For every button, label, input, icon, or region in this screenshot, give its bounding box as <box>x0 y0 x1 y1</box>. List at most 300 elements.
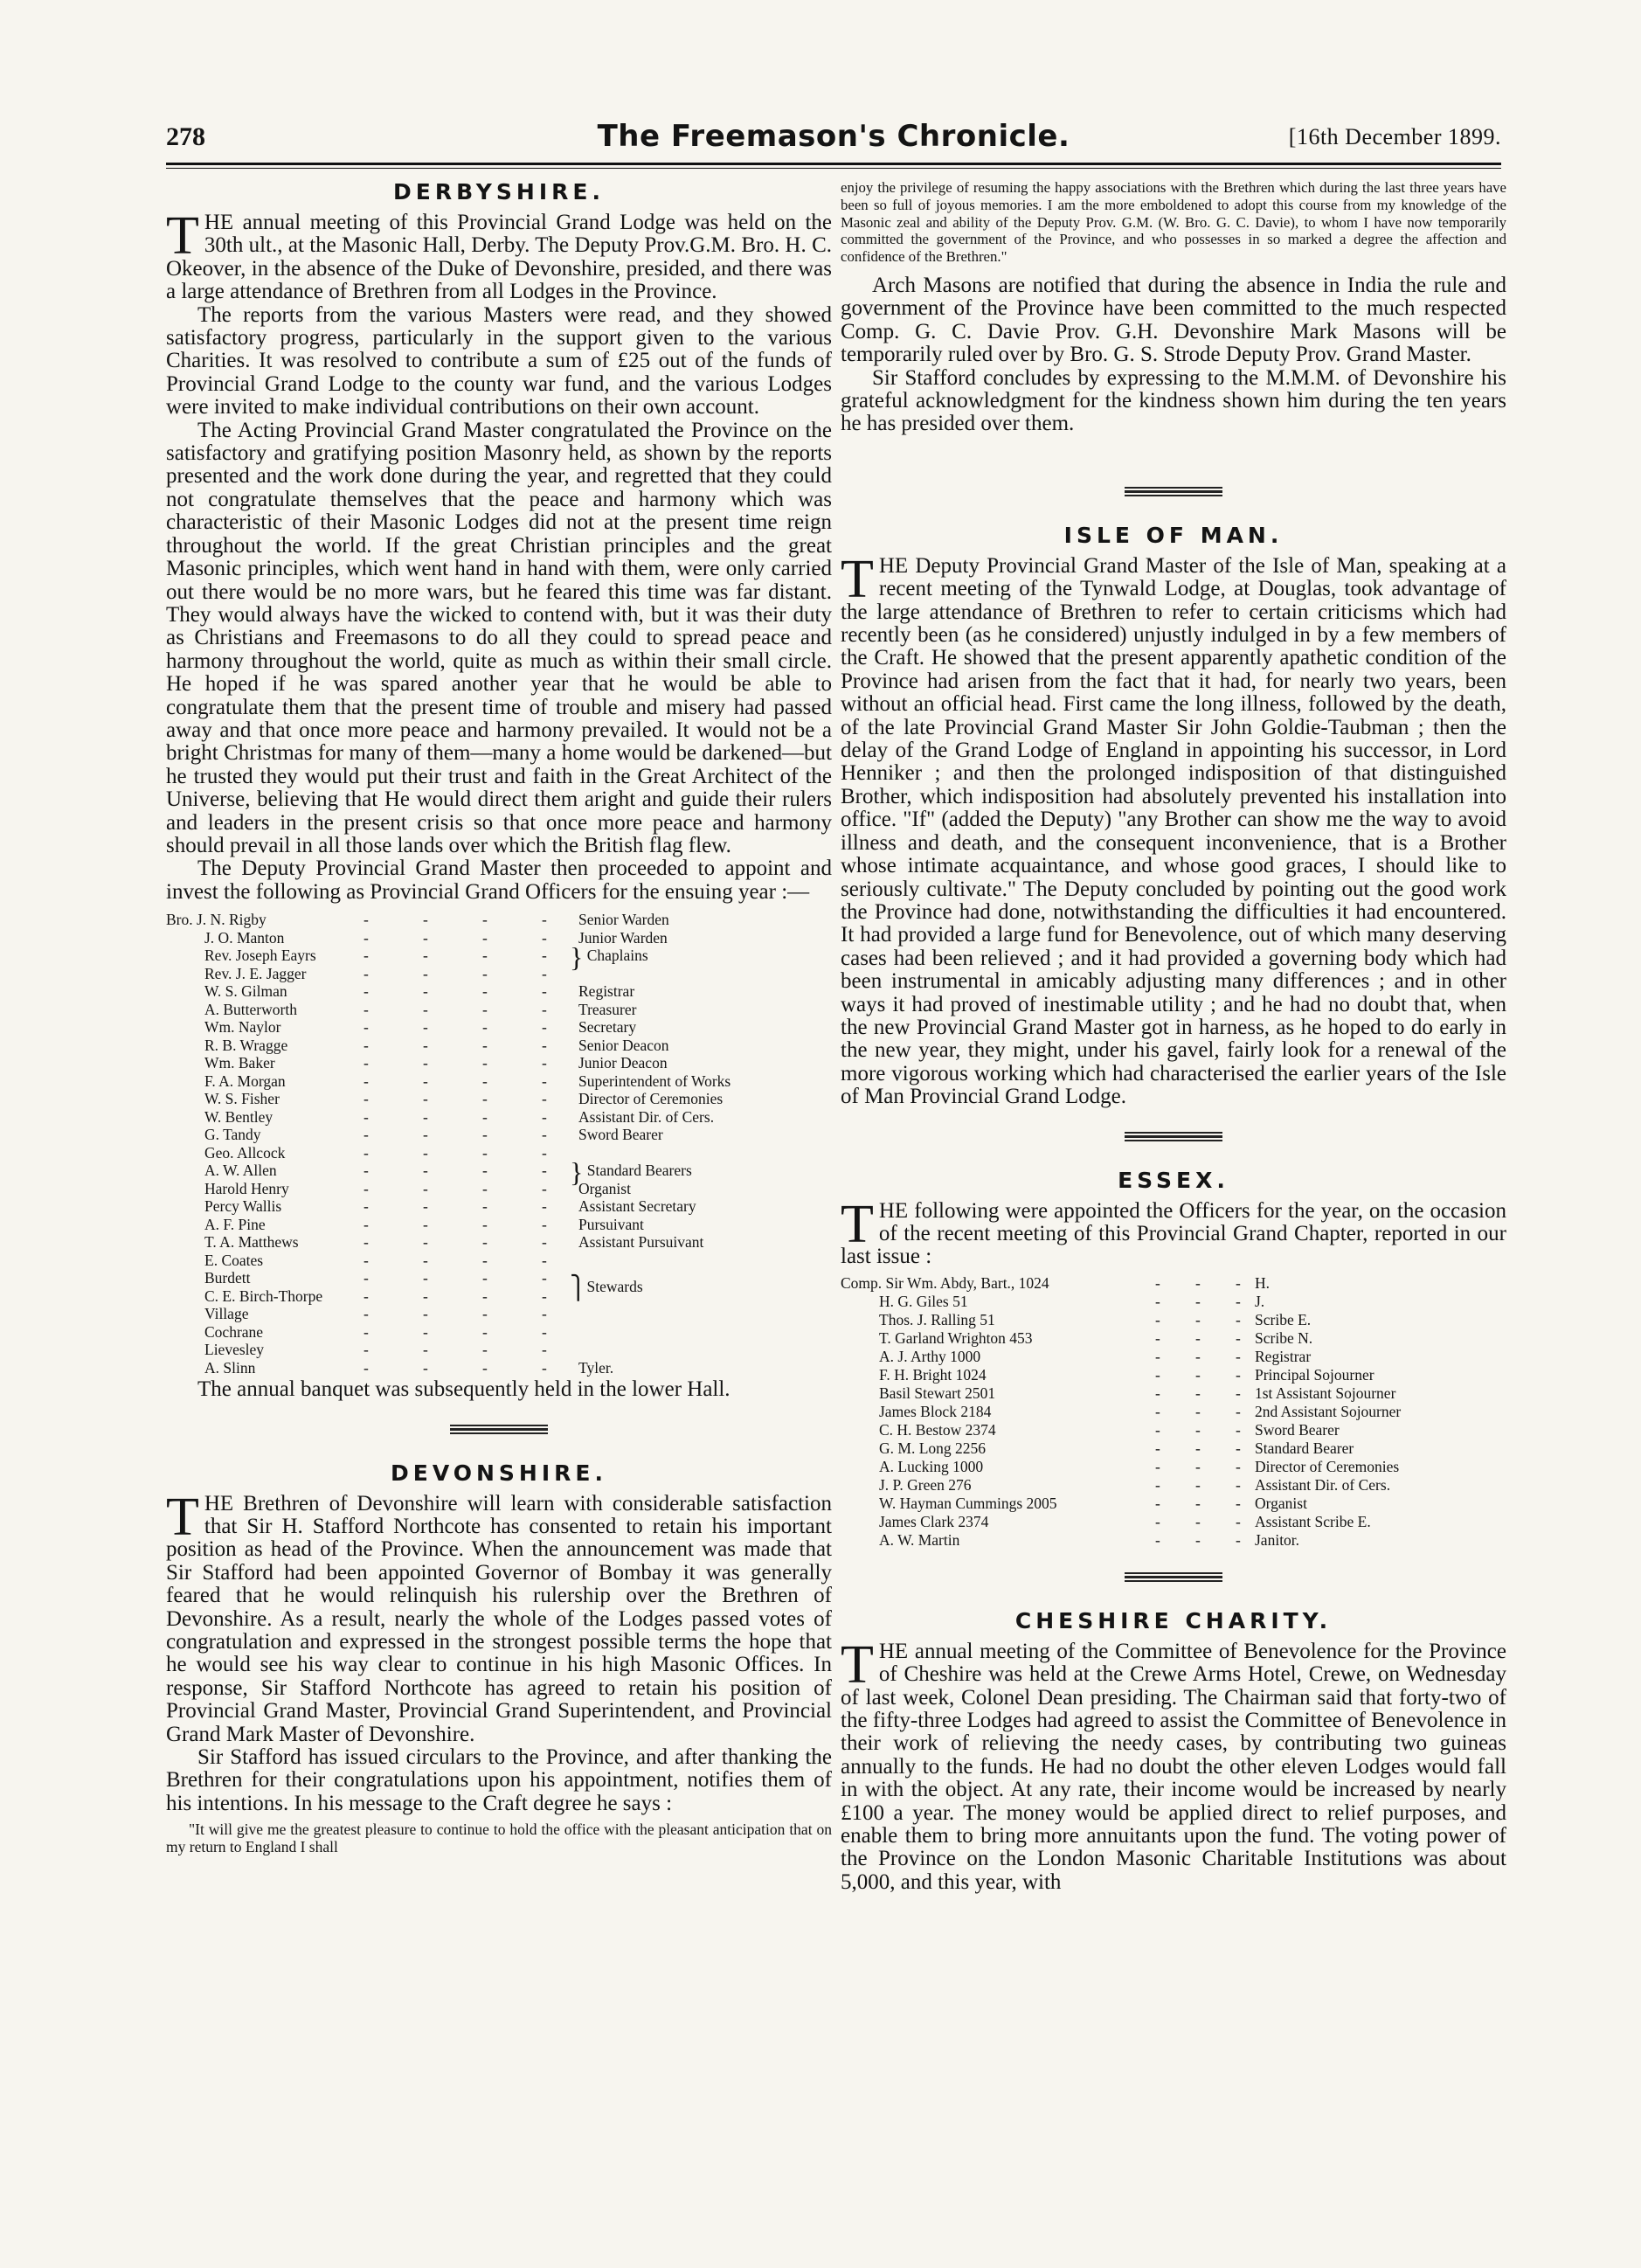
leader-dash: - <box>542 1126 547 1144</box>
officer-name: A. Butterworth <box>204 1000 297 1018</box>
leader-dash: - <box>423 1341 428 1359</box>
officer-row <box>166 1144 832 1162</box>
leader-dash: - <box>482 1251 488 1269</box>
officer-role: Director of Ceremonies <box>578 1090 724 1108</box>
officer-role: Registrar <box>1255 1347 1312 1365</box>
officer-role: Junior Warden <box>578 928 668 947</box>
officer-name: A. Slinn <box>204 1358 256 1377</box>
officer-name: A. Lucking 1000 <box>879 1457 984 1475</box>
officer-role: Tyler. <box>578 1358 614 1377</box>
leader-dash: - <box>1155 1475 1160 1494</box>
leader-dash: - <box>364 1162 369 1180</box>
leader-dash: - <box>423 1143 428 1162</box>
officer-role: 2nd Assistant Sojourner <box>1255 1402 1402 1420</box>
officer-name: A. J. Arthy 1000 <box>879 1347 981 1365</box>
officer-row <box>841 1403 1506 1421</box>
leader-dash: - <box>423 1287 428 1305</box>
officer-row <box>166 982 832 1001</box>
leader-dash: - <box>1195 1292 1201 1310</box>
officer-row <box>166 965 832 983</box>
officer-role: Scribe N. <box>1255 1328 1313 1347</box>
leader-dash: - <box>482 1036 488 1054</box>
leader-dash: - <box>542 928 547 947</box>
leader-dash: - <box>364 928 369 947</box>
leader-dash: - <box>1195 1475 1201 1494</box>
page-header <box>166 119 1501 161</box>
leader-dash: - <box>1236 1512 1241 1530</box>
leader-dash: - <box>1236 1310 1241 1328</box>
leader-dash: - <box>482 1107 488 1126</box>
derbyshire-paragraph-3: The Acting Provincial Grand Master congratulated the Province on the satisfactory and gratifying position Masonry held, as shown by the reports presented and the work done during the year, and regretted that they could not congratulate themselves that the peace and harmony which was characteristic of their Masonic Lodges did not at the present time reign throughout the world. If the great Christian principles and the great Masonic principles, which went hand in hand with them, were only carried out there would be no more wars, but he feared this time was far distant. They would always have the wicked to contend with, but it was their duty as Christians and Freemasons to do all they could to spread peace and harmony throughout the world, quite as much as within their small circle. He hoped if he was spared another year that he would be able to congratulate them that the present time of trouble and misery had passed away and that once more peace and harmony prevailed. It would not be a bright Christmas for many of them—many a home would be darkened—but he trusted they would put their trust and faith in the Great Architect of the Universe, believing that He would direct them aright and guide their rulers and leaders in the present crisis so that once more peace and harmony should prevail in all those lands over which the British flag flew. <box>166 418 832 857</box>
page-number: 278 <box>166 122 205 151</box>
brace-standard-bearers: } Standard Bearers <box>570 1156 692 1189</box>
leader-dash: - <box>423 1036 428 1054</box>
officer-name: Rev. J. E. Jagger <box>204 964 307 982</box>
officer-name: J. O. Manton <box>204 928 285 947</box>
officer-role: Organist <box>578 1179 631 1197</box>
officer-role: Scribe E. <box>1255 1310 1312 1328</box>
officer-role: Principal Sojourner <box>1255 1365 1374 1384</box>
essex-article <box>841 1168 1506 1550</box>
leader-dash: - <box>542 1358 547 1377</box>
officer-name: T. A. Matthews <box>204 1233 299 1252</box>
leader-dash: - <box>1155 1365 1160 1384</box>
officer-name: W. Bentley <box>204 1107 274 1126</box>
leader-dash: - <box>482 1215 488 1233</box>
officer-role: Janitor. <box>1255 1530 1300 1549</box>
leader-dash: - <box>1155 1310 1160 1328</box>
officer-name: Harold Henry <box>204 1179 289 1197</box>
officer-row <box>166 929 832 947</box>
officer-role: Senior Warden <box>578 911 669 929</box>
leader-dash: - <box>364 911 369 929</box>
officer-role: Assistant Pursuivant <box>578 1233 704 1252</box>
officer-role: Sword Bearer <box>578 1126 663 1144</box>
officer-role: Assistant Secretary <box>578 1197 696 1216</box>
drop-cap: T <box>166 1487 199 1547</box>
officer-name: W. Hayman Cummings 2005 <box>879 1494 1057 1512</box>
derbyshire-paragraph-1: THE annual meeting of this Provincial Grand Lodge was held on the 30th ult., at the Masonic Hall, Derby. The Deputy Prov.G.M. Bro. H. C. Okeover, in the absence of the Duke of Devonshire, presided, and there was a large attendance of Brethren from all Lodges in the Province. <box>166 206 832 304</box>
officer-row <box>166 1108 832 1127</box>
leader-dash: - <box>423 1162 428 1180</box>
isle-of-man-paragraph-1: THE Deputy Provincial Grand Master of the Isle of Man, speaking at a recent meeting of the Tynwald Lodge, at Douglas, took advantage of the large attendance of Brethren to refer to certain criticisms which had recently been (as he considered) unjustly indulged in by a few members of the Craft. He showed that the present apparently apathetic condition of the Province had arisen from the fact that it had, for nearly two years, been without an official head. First came the long illness, followed by the death, of the late Provincial Grand Master Sir John Goldie-Taubman ; then the delay of the Grand Lodge of England in appointing his successor, in Lord Henniker ; and then the prolonged indisposition of that distinguished Brother, which indisposition had absolutely prevented his installation into office. "If" (added the Deputy) "any Brother can show me the way to avoid illness and death, and the consequent inconvenience, that is a Brother whose intimate acquaintance, and whose good graces, I should like to seriously cultivate." The Deputy concluded by pointing out the good work the Province had done, notwithstanding the difficulties it had encountered. It had provided a large fund for Benevolence, out of which many deserving cases had been relieved ; and it had provided a governing body which had been instrumental in amicably adjusting many differences ; and in other ways it had proved of inestimable utility ; and he had no doubt that, when the new Provincial Grand Master got in harness, as he hoped to do early in the new year, they might, under his gavel, fairly look for a renewal of the more vigorous working which had characterised the earlier years of the Isle of Man Provincial Grand Lodge. <box>841 549 1506 1109</box>
officer-name: F. A. Morgan <box>204 1072 286 1090</box>
derbyshire-heading: DERBYSHIRE. <box>393 179 605 205</box>
officer-row <box>841 1274 1506 1293</box>
officer-role: Superintendent of Works <box>578 1072 731 1090</box>
leader-dash: - <box>364 947 369 965</box>
officer-name: C. H. Bestow 2374 <box>879 1420 996 1439</box>
leader-dash: - <box>482 1143 488 1162</box>
leader-dash: - <box>1155 1292 1160 1310</box>
leader-dash: - <box>482 1322 488 1341</box>
officer-name: Percy Wallis <box>204 1197 282 1216</box>
leader-dash: - <box>1195 1494 1201 1512</box>
leader-dash: - <box>1155 1402 1160 1420</box>
leader-dash: - <box>542 1251 547 1269</box>
drop-cap: T <box>841 1634 874 1695</box>
officer-row <box>166 1001 832 1019</box>
section-separator <box>1125 487 1222 496</box>
leader-dash: - <box>423 1322 428 1341</box>
officer-name: Rev. Joseph Eayrs <box>204 947 316 965</box>
isle-of-man-article <box>841 523 1506 1109</box>
officer-row <box>841 1513 1506 1531</box>
officer-name: T. Garland Wrighton 453 <box>879 1328 1033 1347</box>
leader-dash: - <box>1155 1457 1160 1475</box>
leader-dash: - <box>1155 1328 1160 1347</box>
leader-dash: - <box>482 911 488 929</box>
officer-name: Cochrane <box>204 1322 264 1341</box>
leader-dash: - <box>1236 1494 1241 1512</box>
brace-chaplains: } Chaplains <box>570 941 648 974</box>
officer-role: Standard Bearer <box>1255 1439 1354 1457</box>
officer-role: Organist <box>1255 1494 1307 1512</box>
leader-dash: - <box>1155 1273 1160 1292</box>
leader-dash: - <box>423 1269 428 1287</box>
officer-row <box>166 1072 832 1091</box>
leader-dash: - <box>423 1054 428 1072</box>
officer-role: J. <box>1255 1292 1265 1310</box>
section-separator <box>1125 1572 1222 1582</box>
drop-cap: T <box>841 549 874 609</box>
leader-dash: - <box>1155 1530 1160 1549</box>
officer-row <box>166 1305 832 1323</box>
leader-dash: - <box>364 1054 369 1072</box>
leader-dash: - <box>542 964 547 982</box>
leader-dash: - <box>364 1251 369 1269</box>
officer-name: J. P. Green 276 <box>879 1475 972 1494</box>
leader-dash: - <box>423 964 428 982</box>
devonshire-paragraph-2: Sir Stafford has issued circulars to the Province, and after thanking the Brethren for their congratulations upon his appointment, notifies them of his intentions. In his message to the Craft degree he says : <box>166 1745 832 1815</box>
leader-dash: - <box>482 964 488 982</box>
leader-dash: - <box>482 1305 488 1323</box>
officer-role: Assistant Dir. of Cers. <box>578 1107 715 1126</box>
officer-name: W. S. Fisher <box>204 1090 280 1108</box>
officer-role: Senior Deacon <box>578 1036 669 1054</box>
officer-row <box>166 1126 832 1144</box>
officer-row <box>166 1359 832 1377</box>
leader-dash: - <box>542 1179 547 1197</box>
officer-role: H. <box>1255 1273 1271 1292</box>
leader-dash: - <box>1195 1273 1201 1292</box>
leader-dash: - <box>1195 1347 1201 1365</box>
leader-dash: - <box>364 1179 369 1197</box>
officer-row <box>841 1329 1506 1348</box>
leader-dash: - <box>364 1090 369 1108</box>
officer-row <box>841 1293 1506 1311</box>
officer-row <box>841 1348 1506 1366</box>
officer-role: Junior Deacon <box>578 1054 668 1072</box>
officer-name: Basil Stewart 2501 <box>879 1384 996 1402</box>
left-column <box>166 179 832 1855</box>
devonshire-quote-continued: enjoy the privilege of resuming the happy associations with the Brethren which during the last three years have been so full of joyous memories. I am the more emboldened to adopt this course from my knowledge of the Masonic zeal and ability of the Deputy Prov. G.M. (W. Bro. G. C. Davie), to whom I have now temporarily committed the government of the Province, and who possesses in so marked a degree the affection and confidence of the Brethren." <box>841 179 1506 266</box>
leader-dash: - <box>1236 1384 1241 1402</box>
header-rule-thick <box>166 163 1501 165</box>
leader-dash: - <box>482 1269 488 1287</box>
drop-cap: T <box>841 1194 874 1254</box>
brace-stewards: ⎫Stewards <box>570 1275 643 1301</box>
leader-dash: - <box>423 1179 428 1197</box>
leader-dash: - <box>1236 1402 1241 1420</box>
officer-row <box>166 1252 832 1270</box>
officer-role: 1st Assistant Sojourner <box>1255 1384 1396 1402</box>
leader-dash: - <box>423 1000 428 1018</box>
officer-name: Village <box>204 1305 249 1323</box>
officer-name: Wm. Naylor <box>204 1018 281 1037</box>
right-column <box>841 179 1506 1894</box>
leader-dash: - <box>542 1341 547 1359</box>
leader-dash: - <box>364 1126 369 1144</box>
leader-dash: - <box>1155 1439 1160 1457</box>
leader-dash: - <box>1195 1384 1201 1402</box>
devonshire-heading: DEVONSHIRE. <box>391 1460 607 1486</box>
officer-name: Lievesley <box>204 1341 265 1359</box>
officer-row <box>166 1341 832 1359</box>
devonshire-article <box>166 1460 832 1856</box>
officer-role: Director of Ceremonies <box>1255 1457 1400 1475</box>
officer-row <box>841 1476 1506 1495</box>
leader-dash: - <box>423 1090 428 1108</box>
leader-dash: - <box>542 1143 547 1162</box>
leader-dash: - <box>364 1287 369 1305</box>
leader-dash: - <box>1236 1328 1241 1347</box>
leader-dash: - <box>542 1233 547 1252</box>
leader-dash: - <box>364 1036 369 1054</box>
officer-row <box>166 1037 832 1055</box>
officer-role: Secretary <box>578 1018 637 1037</box>
leader-dash: - <box>364 1000 369 1018</box>
officer-name: A. F. Pine <box>204 1215 266 1233</box>
leader-dash: - <box>1236 1365 1241 1384</box>
leader-dash: - <box>364 1358 369 1377</box>
leader-dash: - <box>1195 1457 1201 1475</box>
leader-dash: - <box>542 1269 547 1287</box>
officer-name: C. E. Birch-Thorpe <box>204 1287 323 1305</box>
leader-dash: - <box>542 1197 547 1216</box>
derbyshire-officer-list <box>166 911 832 1377</box>
officer-row <box>166 1269 832 1287</box>
officer-name: F. H. Bright 1024 <box>879 1365 987 1384</box>
header-rule-thin <box>166 168 1501 169</box>
leader-dash: - <box>1236 1347 1241 1365</box>
leader-dash: - <box>482 1000 488 1018</box>
officer-name: A. W. Martin <box>879 1530 960 1549</box>
officer-row <box>166 1197 832 1216</box>
leader-dash: - <box>364 964 369 982</box>
officer-row <box>166 1090 832 1108</box>
officer-row <box>166 1018 832 1037</box>
leader-dash: - <box>1195 1530 1201 1549</box>
officer-name: G. Tandy <box>204 1126 261 1144</box>
officer-row <box>166 1233 832 1252</box>
leader-dash: - <box>1155 1512 1160 1530</box>
officer-name: James Block 2184 <box>879 1402 992 1420</box>
officer-row <box>166 1323 832 1342</box>
leader-dash: - <box>482 1054 488 1072</box>
officer-name: Thos. J. Ralling 51 <box>879 1310 995 1328</box>
leader-dash: - <box>364 1107 369 1126</box>
leader-dash: - <box>1195 1439 1201 1457</box>
leader-dash: - <box>542 1162 547 1180</box>
derbyshire-paragraph-5: The annual banquet was subsequently held in the lower Hall. <box>197 1377 730 1402</box>
leader-dash: - <box>423 1018 428 1037</box>
derbyshire-article <box>166 179 832 1402</box>
leader-dash: - <box>1236 1439 1241 1457</box>
leader-dash: - <box>542 1107 547 1126</box>
officer-row <box>166 911 832 929</box>
leader-dash: - <box>423 982 428 1001</box>
leader-dash: - <box>423 1251 428 1269</box>
leader-dash: - <box>542 1322 547 1341</box>
devonshire-paragraph-1: THE Brethren of Devonshire will learn with considerable satisfaction that Sir H. Stafford Northcote has consented to retain his important position as head of the Province. When the announcement was made that Sir Stafford had been appointed Governor of Bombay it was generally feared that he would relinquish his rulership over the Brethren of Devonshire. As a result, nearly the whole of the Lodges passed votes of congratulation and expressed in the strongest possible terms the hope that he would see his way clear to continue in his high Masonic Offices. In response, Sir Stafford Northcote has agreed to retain his position of Provincial Grand Master, Provincial Grand Superintendent, and Provincial Grand Mark Master of Devonshire. <box>166 1487 832 1746</box>
leader-dash: - <box>423 1215 428 1233</box>
leader-dash: - <box>1236 1292 1241 1310</box>
leader-dash: - <box>542 947 547 965</box>
officer-row <box>841 1366 1506 1384</box>
leader-dash: - <box>1236 1475 1241 1494</box>
cheshire-article <box>841 1608 1506 1894</box>
cheshire-heading: CHESHIRE CHARITY. <box>1014 1607 1333 1633</box>
officer-name: Burdett <box>204 1269 251 1287</box>
officer-name: G. M. Long 2256 <box>879 1439 987 1457</box>
leader-dash: - <box>364 1018 369 1037</box>
derbyshire-paragraph-2: The reports from the various Masters were read, and they showed satisfactory progress, particularly in the support given to the various Charities. It was resolved to contribute a sum of £25 out of the funds of Provincial Grand Lodge to the county war fund, and the various Lodges were invited to make individual contributions on their own account. <box>166 302 832 420</box>
cheshire-paragraph-1: THE annual meeting of the Committee of Benevolence for the Province of Cheshire was held at the Crewe Arms Hotel, Crewe, on Wednesday of last week, Colonel Dean presiding. The Chairman said that forty-two of the fifty-three Lodges had agreed to assist the Committee of Benevolence in their work of relieving the needy cases, by contributing two guineas annually to the funds. He had no doubt the other eleven Lodges would fall in with the object. At any rate, their income would be increased by nearly £100 a year. The money would be applied direct to relief purposes, and enable them to bring more annuitants upon the fund. The voting power of the Province on the London Masonic Charitable Institutions was about 5,000, and this year, with <box>841 1634 1506 1894</box>
essex-paragraph-1: THE following were appointed the Officers for the year, on the occasion of the recent meeting of this Provincial Grand Chapter, reported in our last issue : <box>841 1194 1506 1269</box>
leader-dash: - <box>542 1036 547 1054</box>
leader-dash: - <box>423 928 428 947</box>
leader-dash: - <box>542 1215 547 1233</box>
leader-dash: - <box>423 1072 428 1090</box>
officer-name: Comp. Sir Wm. Abdy, Bart., 1024 <box>841 1273 1049 1292</box>
leader-dash: - <box>1236 1273 1241 1292</box>
leader-dash: - <box>542 1305 547 1323</box>
leader-dash: - <box>423 1358 428 1377</box>
leader-dash: - <box>364 1269 369 1287</box>
officer-role: Pursuivant <box>578 1215 644 1233</box>
devonshire-paragraph-4: Sir Stafford concludes by expressing to the M.M.M. of Devonshire his grateful acknowledgment for the kindness shown him during the ten years he has presided over them. <box>841 365 1506 436</box>
officer-row <box>166 1216 832 1234</box>
officer-row <box>841 1311 1506 1329</box>
issue-date: [16th December 1899. <box>1288 124 1501 149</box>
officer-name: E. Coates <box>204 1251 264 1269</box>
leader-dash: - <box>1236 1457 1241 1475</box>
leader-dash: - <box>364 1322 369 1341</box>
officer-role: Assistant Dir. of Cers. <box>1255 1475 1391 1494</box>
officer-row <box>841 1458 1506 1476</box>
leader-dash: - <box>542 1018 547 1037</box>
leader-dash: - <box>1195 1310 1201 1328</box>
leader-dash: - <box>482 1358 488 1377</box>
leader-dash: - <box>482 1018 488 1037</box>
officer-row <box>841 1384 1506 1403</box>
leader-dash: - <box>542 1287 547 1305</box>
leader-dash: - <box>1195 1365 1201 1384</box>
leader-dash: - <box>423 947 428 965</box>
leader-dash: - <box>423 1126 428 1144</box>
leader-dash: - <box>482 1287 488 1305</box>
leader-dash: - <box>423 1305 428 1323</box>
devonshire-paragraph-3: Arch Masons are notified that during the absence in India the rule and government of the Province have been committed to the much respected Comp. G. C. Davie Prov. G.H. Devonshire Mark Masons will be temporarily ruled over by Bro. G. S. Strode Deputy Prov. Grand Master. <box>841 273 1506 367</box>
leader-dash: - <box>542 1072 547 1090</box>
leader-dash: - <box>482 1341 488 1359</box>
leader-dash: - <box>1236 1530 1241 1549</box>
officer-name: W. S. Gilman <box>204 982 287 1001</box>
officer-name: H. G. Giles 51 <box>879 1292 968 1310</box>
leader-dash: - <box>364 1215 369 1233</box>
officer-name: R. B. Wragge <box>204 1036 288 1054</box>
leader-dash: - <box>542 911 547 929</box>
leader-dash: - <box>1155 1347 1160 1365</box>
leader-dash: - <box>364 1305 369 1323</box>
leader-dash: - <box>482 1233 488 1252</box>
officer-name: Wm. Baker <box>204 1054 275 1072</box>
officer-row <box>841 1439 1506 1458</box>
leader-dash: - <box>482 928 488 947</box>
section-separator <box>1125 1132 1222 1141</box>
essex-officer-list <box>841 1274 1506 1550</box>
officer-row <box>841 1421 1506 1439</box>
officer-role: Treasurer <box>578 1000 637 1018</box>
leader-dash: - <box>542 1054 547 1072</box>
derbyshire-paragraph-4: The Deputy Provincial Grand Master then proceeded to appoint and invest the following as Provincial Grand Officers for the ensuing year :— <box>166 857 832 904</box>
publication-title: The Freemason's Chronicle. <box>597 119 1070 154</box>
leader-dash: - <box>482 1090 488 1108</box>
leader-dash: - <box>1195 1420 1201 1439</box>
essex-heading: ESSEX. <box>1118 1167 1229 1193</box>
officer-row <box>166 1054 832 1072</box>
isle-of-man-heading: ISLE OF MAN. <box>1063 522 1284 548</box>
officer-role: Registrar <box>578 982 635 1001</box>
leader-dash: - <box>364 1233 369 1252</box>
leader-dash: - <box>482 1126 488 1144</box>
leader-dash: - <box>364 1341 369 1359</box>
leader-dash: - <box>1195 1328 1201 1347</box>
leader-dash: - <box>482 1162 488 1180</box>
leader-dash: - <box>542 1000 547 1018</box>
officer-name: A. W. Allen <box>204 1162 277 1180</box>
officer-name: Geo. Allcock <box>204 1143 286 1162</box>
officer-name: Bro. J. N. Rigby <box>166 911 267 929</box>
officer-name: James Clark 2374 <box>879 1512 989 1530</box>
leader-dash: - <box>364 1072 369 1090</box>
leader-dash: - <box>1155 1494 1160 1512</box>
leader-dash: - <box>423 1197 428 1216</box>
leader-dash: - <box>423 1233 428 1252</box>
leader-dash: - <box>1155 1420 1160 1439</box>
officer-role: Assistant Scribe E. <box>1255 1512 1371 1530</box>
leader-dash: - <box>364 1143 369 1162</box>
leader-dash: - <box>542 1090 547 1108</box>
leader-dash: - <box>1195 1402 1201 1420</box>
leader-dash: - <box>423 1107 428 1126</box>
leader-dash: - <box>423 911 428 929</box>
leader-dash: - <box>364 1197 369 1216</box>
leader-dash: - <box>482 982 488 1001</box>
leader-dash: - <box>482 947 488 965</box>
leader-dash: - <box>1155 1384 1160 1402</box>
leader-dash: - <box>1236 1420 1241 1439</box>
section-separator <box>450 1425 548 1434</box>
officer-row <box>166 1287 832 1306</box>
leader-dash: - <box>364 982 369 1001</box>
drop-cap: T <box>166 206 199 266</box>
officer-row <box>841 1531 1506 1550</box>
officer-row <box>166 1180 832 1198</box>
officer-role: Sword Bearer <box>1255 1420 1340 1439</box>
leader-dash: - <box>482 1179 488 1197</box>
